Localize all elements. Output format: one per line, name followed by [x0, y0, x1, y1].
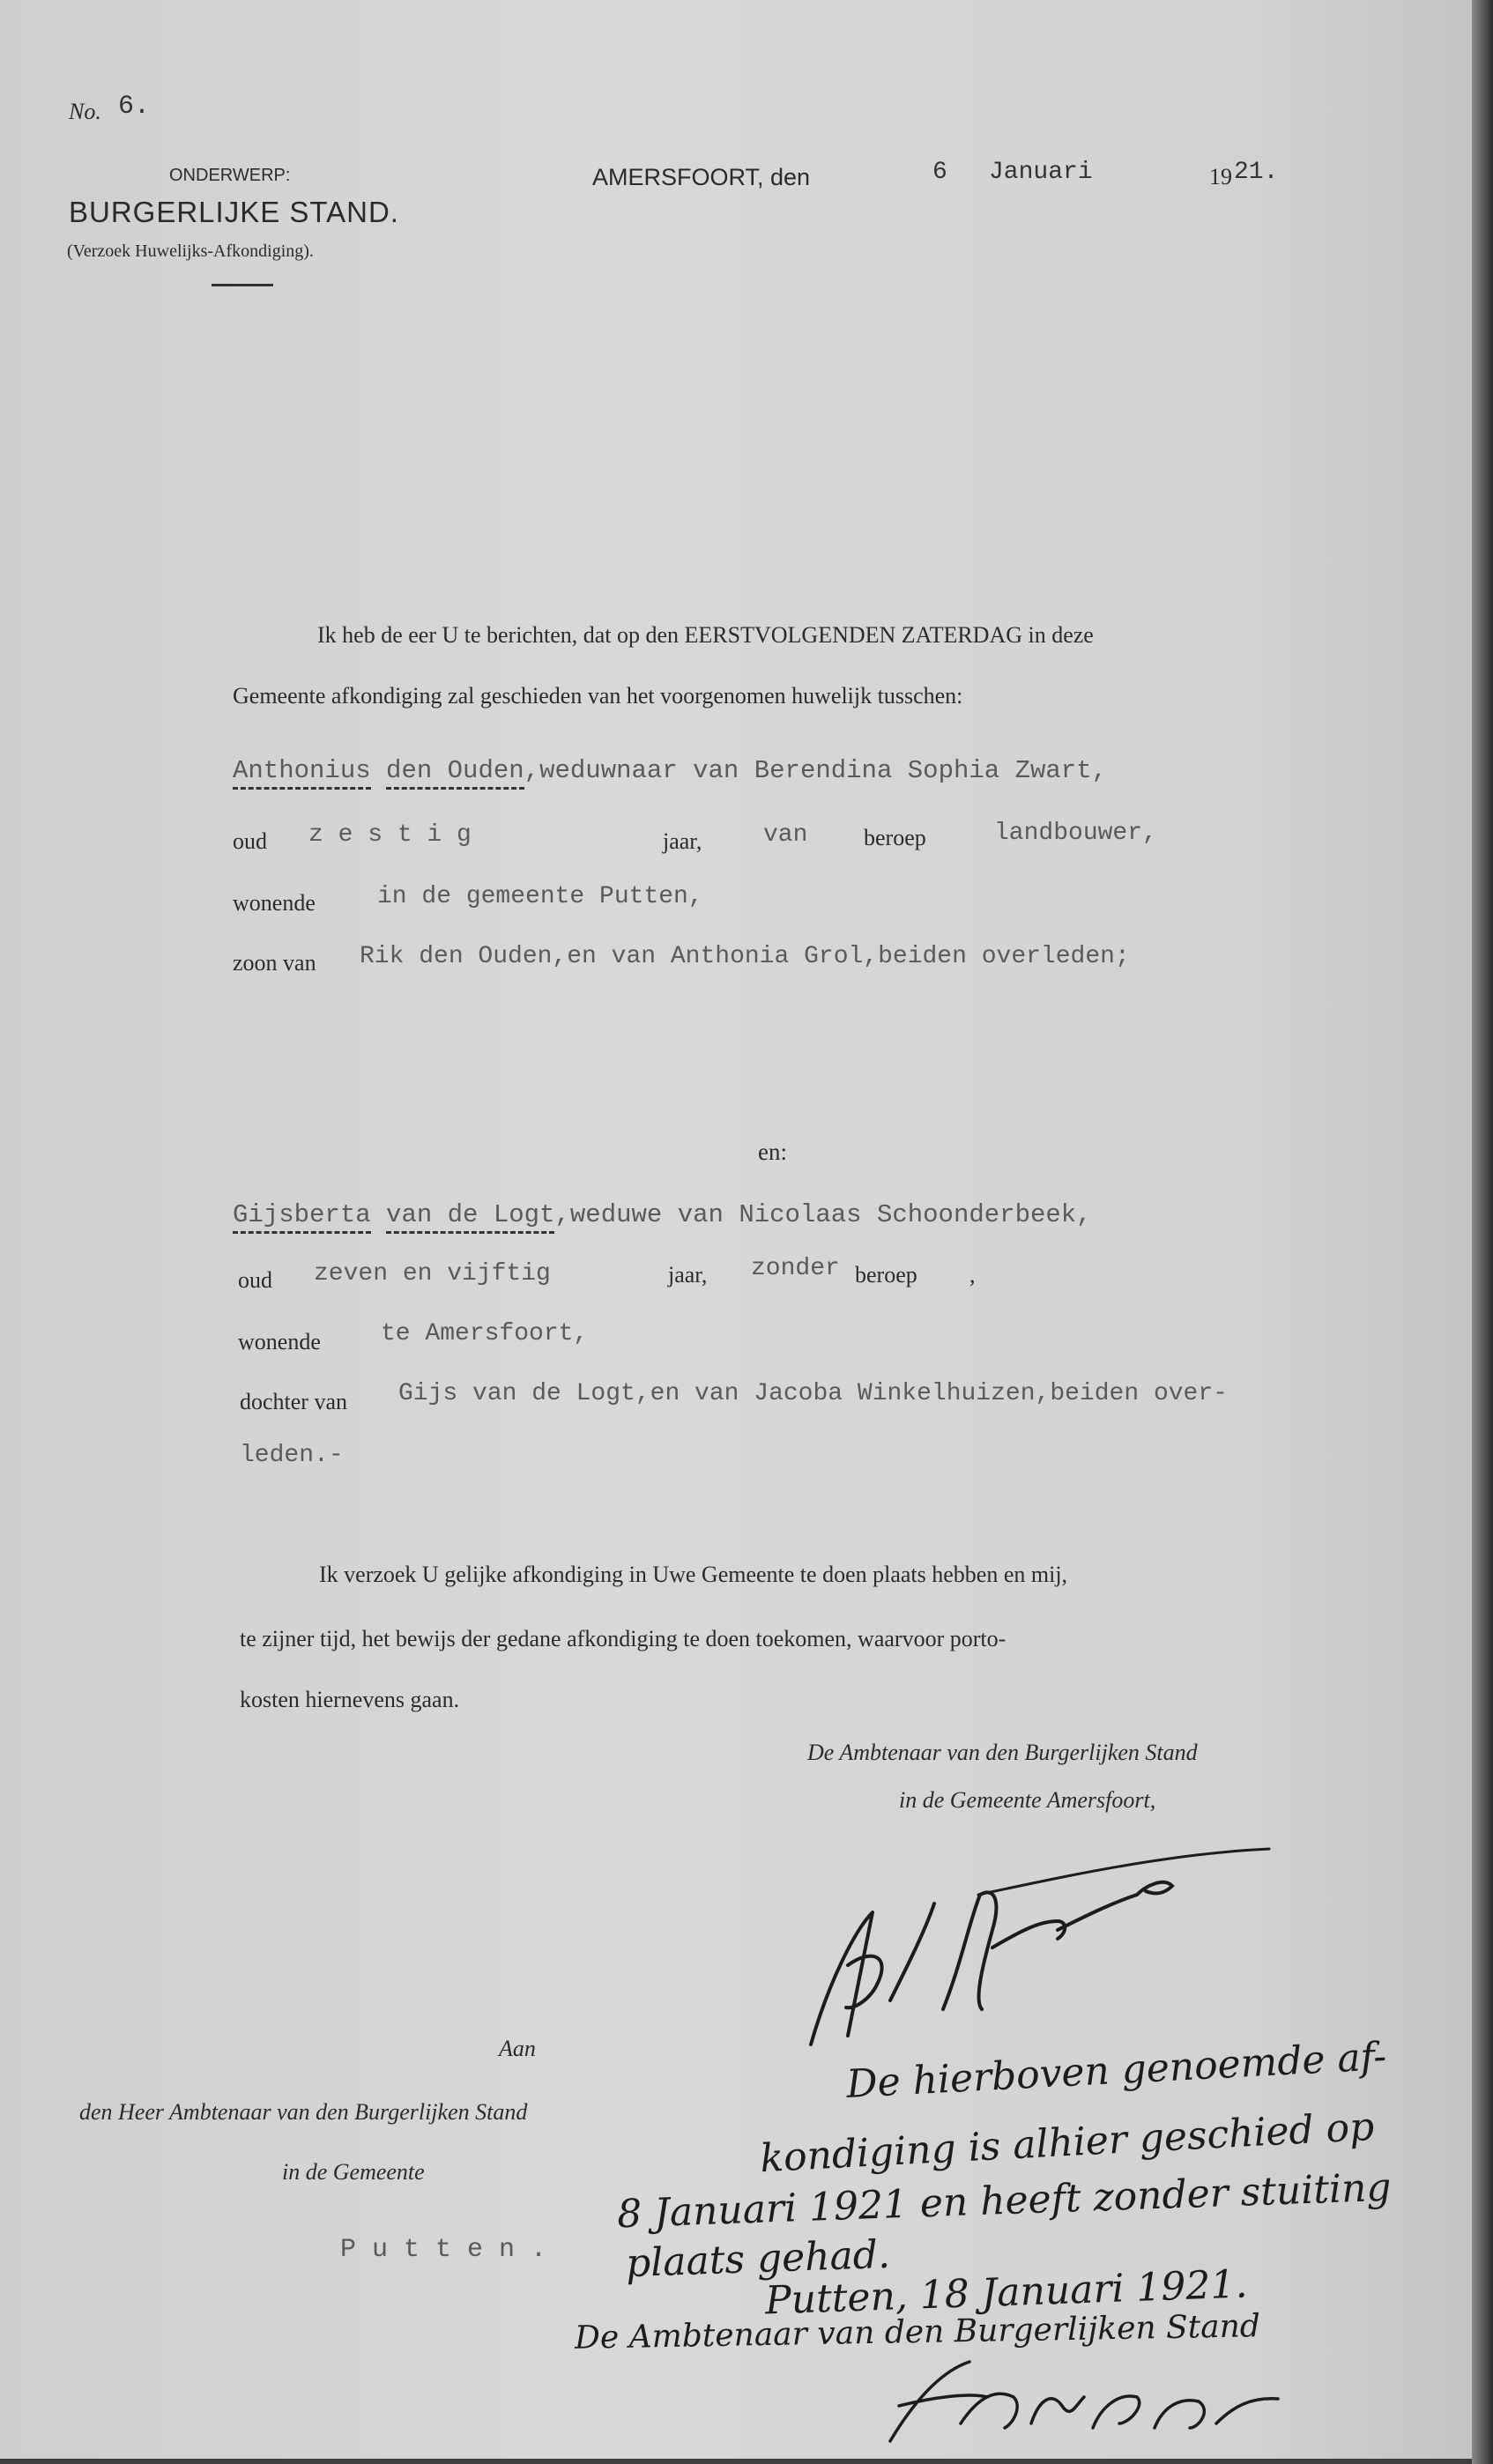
groom-parent-label: zoon van — [233, 950, 316, 976]
bride-beroep-comma: , — [969, 1262, 976, 1288]
groom-jaar-label: jaar, — [663, 828, 702, 854]
signature-block-line-1: De Ambtenaar van den Burgerlijken Stand — [807, 1740, 1198, 1765]
groom-parents: Rik den Ouden,en van Anthonia Grol,beiden overleden; — [360, 943, 1130, 970]
official-signature — [793, 1833, 1287, 2062]
bride-occupation: zonder — [751, 1255, 840, 1282]
handwritten-line-1: De hierboven genoemde af- — [845, 2033, 1388, 2108]
subject-label: ONDERWERP: — [169, 166, 291, 185]
addressee-municipality: P u t t e n . — [340, 2235, 547, 2265]
groom-oud-label: oud — [233, 828, 267, 854]
handwritten-line-5: Putten, 18 Januari 1921. — [764, 2261, 1249, 2324]
signature-block-line-2: in de Gemeente Amersfoort, — [899, 1787, 1156, 1813]
groom-surname: den Ouden — [386, 756, 524, 790]
subject-title: BURGERLIJKE STAND. — [69, 196, 399, 228]
bride-parents-line-2: leden.- — [240, 1442, 344, 1469]
date-day: 6 — [932, 159, 947, 186]
subject-divider — [212, 284, 273, 286]
page-edge-shadow — [1472, 0, 1493, 2464]
intro-line-2: Gemeente afkondiging zal geschieden van het voorgenomen huwelijk tusschen: — [233, 683, 963, 709]
bride-oud-label: oud — [238, 1267, 272, 1293]
number-value: 6. — [118, 92, 151, 122]
groom-age: z e s t i g — [308, 821, 472, 849]
date-month: Januari — [989, 159, 1093, 186]
groom-occupation: landbouwer, — [994, 820, 1157, 847]
request-line-2: te zijner tijd, het bewijs der gedane afkondiging te doen toekomen, waarvoor porto- — [240, 1626, 1006, 1651]
bride-residence: te Amersfoort, — [381, 1320, 589, 1347]
bride-beroep-label: beroep — [855, 1262, 917, 1288]
bride-age: zeven en vijftig — [314, 1260, 551, 1288]
bride-wonende-label: wonende — [238, 1329, 321, 1354]
bride-surname: van de Logt — [386, 1200, 554, 1234]
groom-van: van — [763, 821, 808, 849]
handwritten-line-6: De Ambtenaar van den Burgerlijken Stand — [574, 2308, 1261, 2356]
groom-beroep-label: beroep — [864, 825, 926, 850]
request-line-1: Ik verzoek U gelijke afkondiging in Uwe Gemeente te doen plaats hebben en mij, — [319, 1562, 1068, 1587]
bride-name — [233, 1200, 1092, 1229]
date-year-prefix: 19 — [1209, 164, 1232, 189]
addressee-line-1: den Heer Ambtenaar van den Burgerlijken Stand — [79, 2099, 528, 2125]
groom-first-name: Anthonius — [233, 756, 371, 790]
bride-first-name: Gijsberta — [233, 1200, 371, 1234]
groom-residence: in de gemeente Putten, — [377, 883, 703, 910]
groom-name — [233, 756, 1107, 785]
bride-jaar-label: jaar, — [668, 1262, 708, 1288]
request-line-3: kosten hiernevens gaan. — [240, 1687, 460, 1712]
bride-status: ,weduwe van Nicolaas Schoonderbeek, — [554, 1200, 1092, 1229]
handwritten-line-4: plaats gehad. — [625, 2231, 891, 2287]
intro-line-1: Ik heb de eer U te berichten, dat op den EERSTVOLGENDEN ZATERDAG in deze — [317, 622, 1094, 648]
addressee-aan: Aan — [499, 2036, 536, 2061]
and-label: en: — [758, 1139, 787, 1165]
subject-subtitle: (Verzoek Huwelijks-Afkondiging). — [67, 241, 314, 261]
groom-wonende-label: wonende — [233, 890, 316, 916]
putten-official-signature — [864, 2344, 1322, 2459]
groom-status: ,weduwnaar van Berendina Sophia Zwart, — [524, 756, 1107, 785]
number-label: No. — [69, 99, 101, 124]
date-year-suffix: 21. — [1234, 159, 1279, 186]
bride-parent-label: dochter van — [240, 1389, 348, 1414]
handwritten-line-2: kondiging is alhier geschied op — [759, 2104, 1376, 2182]
handwritten-line-3: 8 Januari 1921 en heeft zonder stuiting — [616, 2164, 1393, 2238]
place-date-label: AMERSFOORT, den — [592, 164, 811, 190]
bride-parents-line-1: Gijs van de Logt,en van Jacoba Winkelhuizen,beiden over- — [398, 1380, 1228, 1407]
addressee-line-2: in de Gemeente — [282, 2159, 425, 2185]
